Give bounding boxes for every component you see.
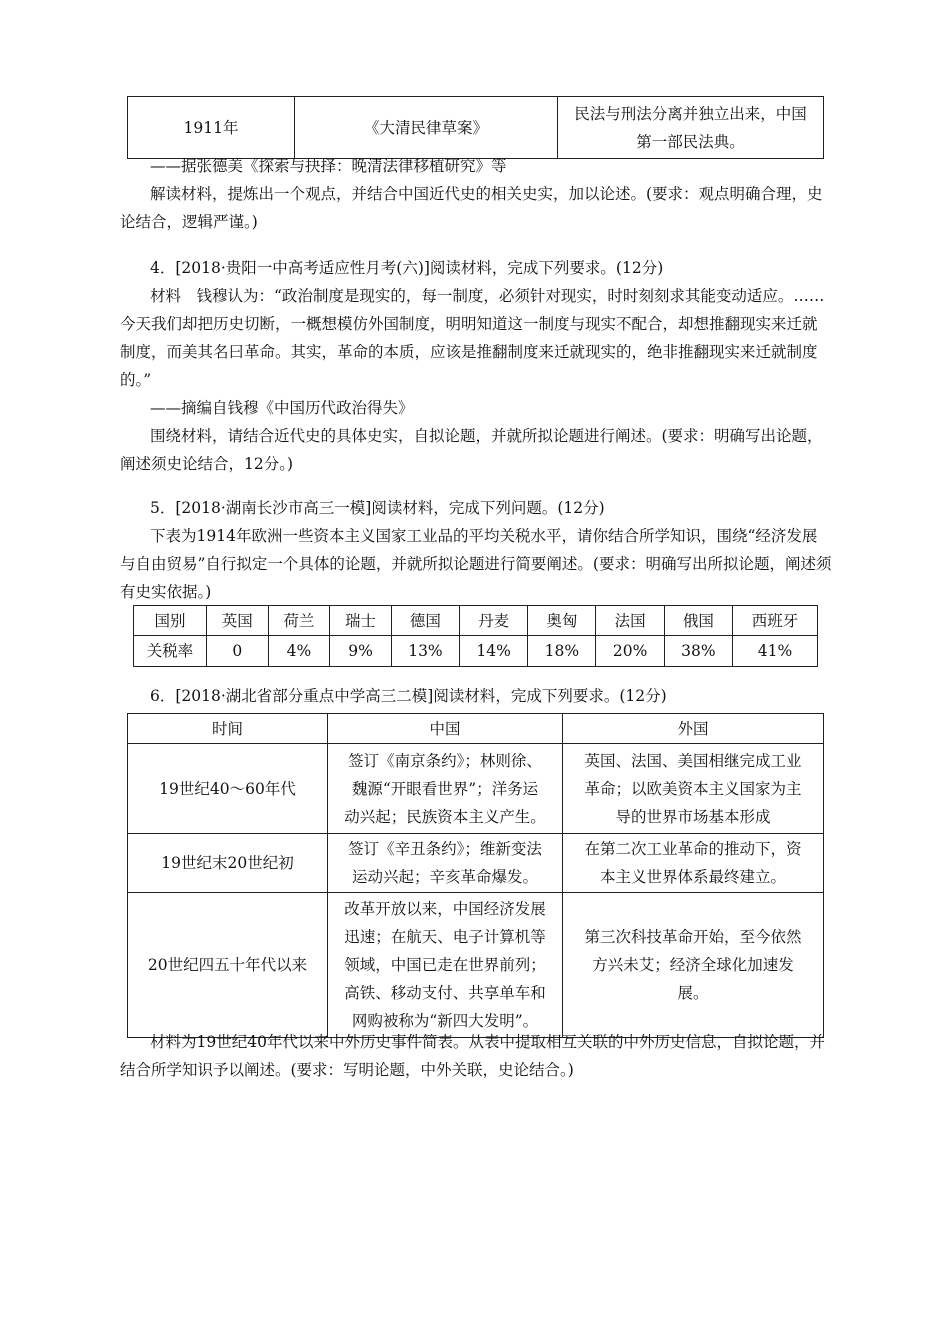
q6-header: 6．[2018·湖北省部分重点中学高三二模]阅读材料，完成下列要求。(12分) <box>150 687 667 705</box>
history-china-cell: 签订《南京条约》；林则徐、 魏源“开眼看世界”；洋务运 动兴起；民族资本主义产生。 <box>328 744 563 834</box>
law-year-cell: 1911年 <box>128 97 295 159</box>
law-desc-cell: 民法与刑法分离并独立出来，中国 第一部民法典。 <box>558 97 824 159</box>
table-row <box>128 744 824 834</box>
tariff-cell: 丹麦 <box>460 606 528 636</box>
tariff-cell: 英国 <box>207 606 269 636</box>
tariff-cell: 18% <box>528 636 596 667</box>
tariff-cell: 4% <box>268 636 330 667</box>
history-header-row <box>128 714 824 744</box>
q5-material: 下表为1914年欧洲一些资本主义国家工业品的平均关税水平，请你结合所学知识，围绕“经济发展与自由贸易”自行拟定一个具体的论题，并就所拟论题进行简要阐述。(要求：明确写出所拟论题，阐述须有史实依据。) <box>120 527 832 601</box>
history-time-cell: 19世纪40～60年代 <box>128 744 328 834</box>
tariff-cell: 国别 <box>134 606 207 636</box>
history-table <box>127 713 824 1038</box>
tariff-cell: 荷兰 <box>268 606 330 636</box>
q4-header: 4．[2018·贵阳一中高考适应性月考(六)]阅读材料，完成下列要求。(12分) <box>150 259 664 277</box>
tariff-cell: 41% <box>733 636 818 667</box>
history-china-cell: 签订《辛丑条约》；维新变法 运动兴起；辛亥革命爆发。 <box>328 834 563 893</box>
q6-task: 材料为19世纪40年代以来中外历史事件简表。从表中提取相互关联的中外历史信息，自拟论题，并结合所学知识予以阐述。(要求：写明论题，中外关联，史论结合。) <box>120 1033 825 1079</box>
history-foreign-cell: 英国、法国、美国相继完成工业 革命；以欧美资本主义国家为主 导的世界市场基本形成 <box>563 744 824 834</box>
tariff-cell: 奥匈 <box>528 606 596 636</box>
tariff-cell: 0 <box>207 636 269 667</box>
tariff-cell: 38% <box>664 636 732 667</box>
history-foreign-cell: 第三次科技革命开始，至今依然 方兴未艾；经济全球化加速发 展。 <box>563 893 824 1038</box>
tariff-cell: 关税率 <box>134 636 207 667</box>
tariff-country-row <box>134 606 818 636</box>
history-header-cell: 中国 <box>328 714 563 744</box>
q4-material: 材料 钱穆认为：“政治制度是现实的，每一制度，必须针对现实，时时刻刻求其能变动适应。……今天我们却把历史切断，一概想模仿外国制度，明明知道这一制度与现实不配合，却想推翻现实来迁就制度，而美其名曰革命。其实，革命的本质，应该是推翻制度来迁就现实的，绝非推翻现实来迁就制度的。” <box>120 287 825 389</box>
history-header-cell: 时间 <box>128 714 328 744</box>
q4-source: ——摘编自钱穆《中国历代政治得失》 <box>150 399 414 417</box>
q5-header: 5．[2018·湖南长沙市高三一模]阅读材料，完成下列问题。(12分) <box>150 499 605 517</box>
tariff-cell: 9% <box>330 636 392 667</box>
history-header-cell: 外国 <box>563 714 824 744</box>
history-china-cell: 改革开放以来，中国经济发展 迅速；在航天、电子计算机等 领域，中国已走在世界前列； 高铁、移动支付、共享单车和 网购被称为“新四大发明”。 <box>328 893 563 1038</box>
tariff-cell: 法国 <box>596 606 664 636</box>
tariff-cell: 西班牙 <box>733 606 818 636</box>
q3-source: ——据张德美《探索与抉择：晚清法律移植研究》等 <box>150 157 507 175</box>
tariff-cell: 瑞士 <box>330 606 392 636</box>
history-foreign-cell: 在第二次工业革命的推动下，资 本主义世界体系最终建立。 <box>563 834 824 893</box>
table-row <box>128 893 824 1038</box>
law-title-cell: 《大清民律草案》 <box>295 97 558 159</box>
tariff-cell: 德国 <box>391 606 459 636</box>
tariff-cell: 20% <box>596 636 664 667</box>
tariff-rate-row <box>134 636 818 667</box>
tariff-cell: 13% <box>391 636 459 667</box>
table-row <box>128 834 824 893</box>
history-time-cell: 19世纪末20世纪初 <box>128 834 328 893</box>
tariff-cell: 俄国 <box>664 606 732 636</box>
history-time-cell: 20世纪四五十年代以来 <box>128 893 328 1038</box>
tariff-table <box>133 605 818 667</box>
q4-task: 围绕材料，请结合近代史的具体史实，自拟论题，并就所拟论题进行阐述。(要求：明确写出论题，阐述须史论结合，12分。) <box>120 427 823 473</box>
tariff-cell: 14% <box>460 636 528 667</box>
law-table <box>127 96 824 159</box>
q3-task: 解读材料，提炼出一个观点，并结合中国近代史的相关史实，加以论述。(要求：观点明确合理，史论结合，逻辑严谨。) <box>120 185 823 231</box>
